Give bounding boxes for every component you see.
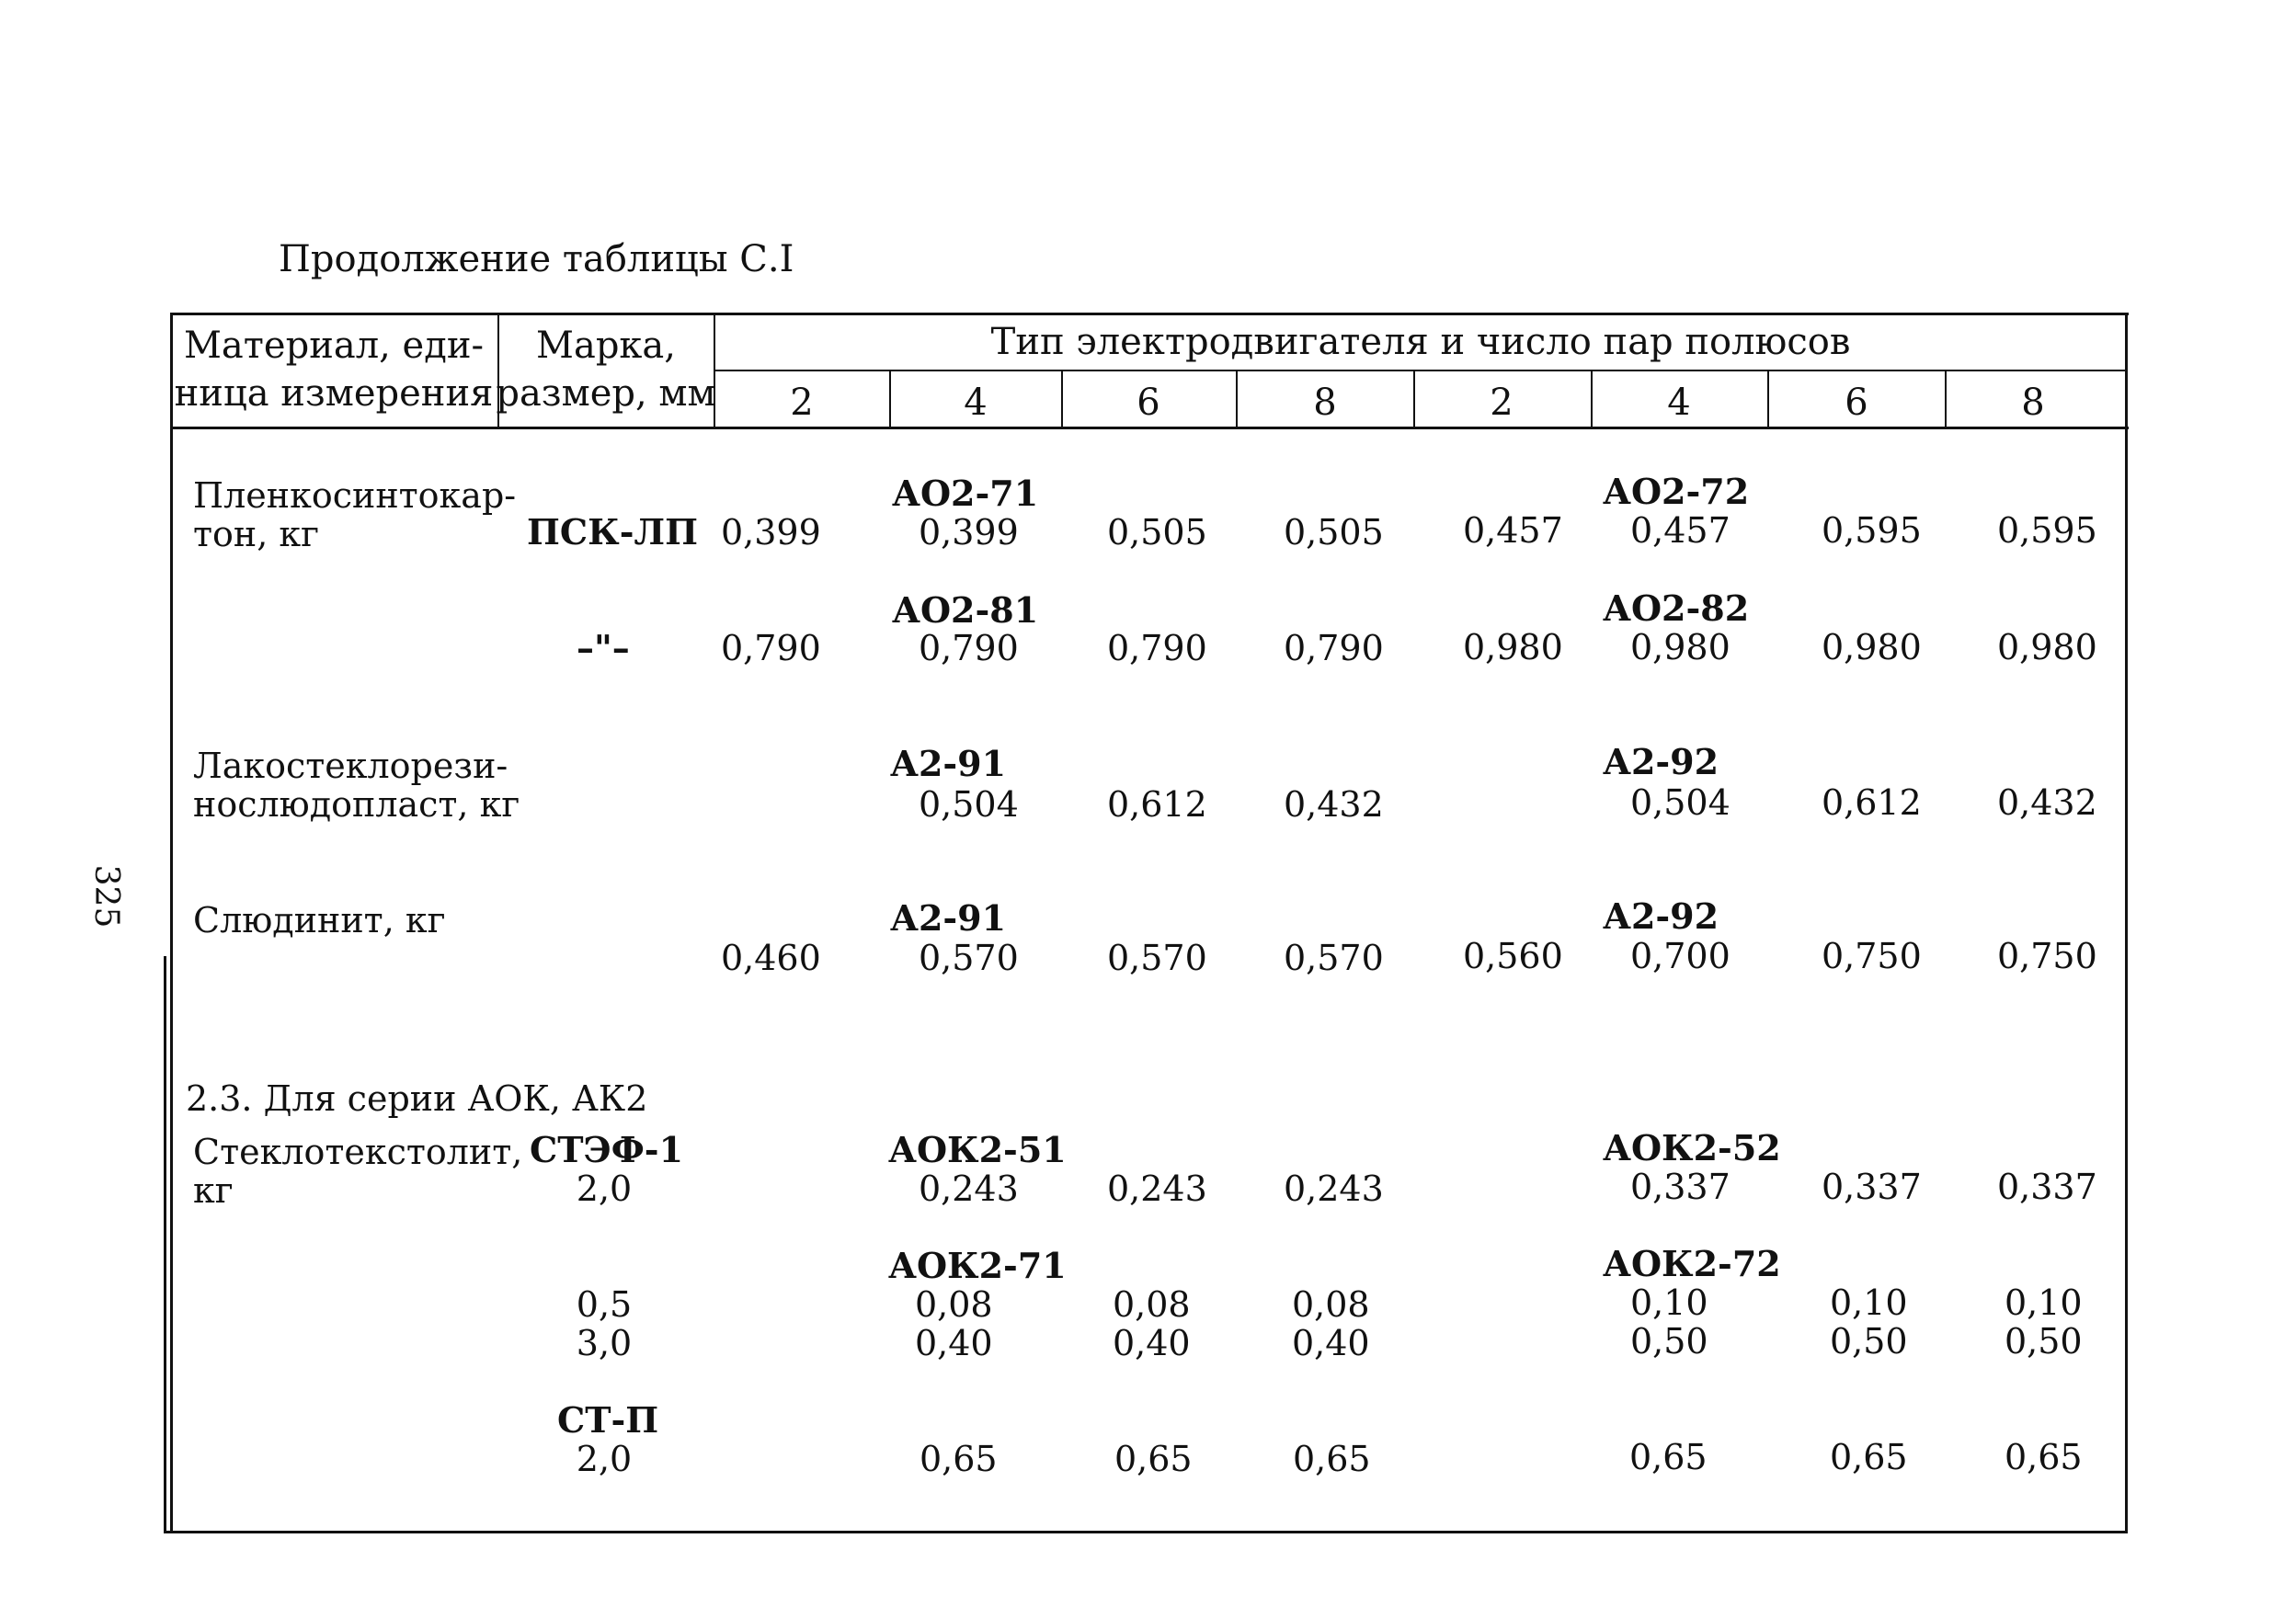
header-material-line1: Материал, еди- — [183, 325, 485, 367]
value-cell: 0,399 — [919, 512, 1019, 553]
value-cell: 0,65 — [1629, 1437, 1708, 1477]
value-cell: 0,504 — [919, 784, 1019, 825]
value-cell: 0,570 — [1284, 938, 1384, 978]
value-cell: 0,243 — [1284, 1168, 1384, 1209]
value-cell: 0,65 — [2005, 1437, 2083, 1477]
material-label: Пленкосинтокар- — [193, 475, 517, 516]
header-mid-rule — [714, 370, 2128, 371]
motor-type-label: АО2-82 — [1603, 587, 1750, 629]
header-pole-8a: 8 — [1313, 382, 1337, 424]
value-cell: 0,08 — [1292, 1284, 1370, 1325]
value-cell: 0,980 — [1822, 627, 1922, 667]
value-cell: 0,10 — [1830, 1282, 1908, 1323]
size-label: 0,5 — [576, 1284, 633, 1325]
value-cell: 0,700 — [1630, 936, 1731, 976]
table-caption: Продолжение таблицы С.I — [279, 238, 794, 280]
section-heading: 2.3. Для серии АОК, АК2 — [186, 1078, 648, 1119]
value-cell: 0,980 — [1997, 627, 2097, 667]
value-cell: 0,595 — [1822, 510, 1922, 551]
value-cell: 0,505 — [1107, 512, 1207, 553]
header-pole-2a: 2 — [790, 382, 814, 424]
header-motor-type: Тип электродвигателя и число пар полюсов — [990, 321, 1851, 363]
header-bottom-rule — [170, 427, 2129, 429]
mark-label: ПСК-ЛП — [527, 511, 698, 553]
motor-type-label: АОК2-52 — [1603, 1127, 1781, 1168]
header-divider-4 — [1061, 370, 1063, 428]
value-cell: 0,65 — [1114, 1439, 1193, 1479]
value-cell: 0,50 — [1830, 1321, 1908, 1362]
size-label: 2,0 — [576, 1439, 633, 1479]
value-cell: 0,243 — [919, 1168, 1019, 1209]
motor-type-label: АОК2-72 — [1603, 1243, 1781, 1284]
value-cell: 0,08 — [1113, 1284, 1191, 1325]
motor-type-label: А2-92 — [1603, 895, 1719, 937]
value-cell: 0,980 — [1630, 627, 1731, 667]
value-cell: 0,980 — [1463, 627, 1563, 667]
header-divider-7 — [1591, 370, 1593, 428]
size-label: 3,0 — [576, 1323, 633, 1363]
value-cell: 0,10 — [2005, 1282, 2083, 1323]
value-cell: 0,612 — [1822, 782, 1922, 823]
header-pole-2b: 2 — [1490, 382, 1514, 424]
value-cell: 0,750 — [1822, 936, 1922, 976]
header-divider-8 — [1767, 370, 1769, 428]
material-label: Лакостеклорези- — [193, 746, 508, 786]
header-divider-3 — [889, 370, 891, 428]
value-cell: 0,790 — [1284, 628, 1384, 668]
value-cell: 0,790 — [721, 628, 821, 668]
value-cell: 0,65 — [1830, 1437, 1908, 1477]
value-cell: 0,65 — [1293, 1439, 1371, 1479]
page-number: 325 — [87, 864, 125, 929]
value-cell: 0,337 — [1997, 1167, 2097, 1207]
mark-label: –"– — [577, 627, 630, 668]
header-pole-4a: 4 — [964, 382, 988, 424]
value-cell: 0,40 — [1113, 1323, 1191, 1363]
value-cell: 0,243 — [1107, 1168, 1207, 1209]
motor-type-label: АО2-72 — [1603, 471, 1750, 512]
mark-label: СТЭФ-1 — [530, 1129, 684, 1170]
value-cell: 0,612 — [1107, 784, 1207, 825]
material-label: кг — [193, 1170, 234, 1211]
value-cell: 0,08 — [915, 1284, 993, 1325]
motor-type-label: А2-91 — [890, 897, 1007, 939]
value-cell: 0,570 — [919, 938, 1019, 978]
header-pole-8b: 8 — [2021, 382, 2045, 424]
value-cell: 0,790 — [1107, 628, 1207, 668]
value-cell: 0,457 — [1463, 510, 1563, 551]
value-cell: 0,460 — [721, 938, 821, 978]
header-mark-line1: Марка, — [536, 325, 676, 367]
motor-type-label: АОК2-71 — [888, 1245, 1067, 1286]
value-cell: 0,560 — [1463, 936, 1563, 976]
value-cell: 0,504 — [1630, 782, 1731, 823]
value-cell: 0,10 — [1630, 1282, 1708, 1323]
value-cell: 0,790 — [919, 628, 1019, 668]
mark-label: СТ-П — [557, 1399, 659, 1441]
header-divider-5 — [1236, 370, 1238, 428]
value-cell: 0,399 — [721, 512, 821, 553]
table-border-left-lower — [164, 956, 166, 1533]
value-cell: 0,337 — [1822, 1167, 1922, 1207]
value-cell: 0,457 — [1630, 510, 1731, 551]
value-cell: 0,432 — [1284, 784, 1384, 825]
value-cell: 0,40 — [915, 1323, 993, 1363]
header-pole-6b: 6 — [1845, 382, 1868, 424]
size-label: 2,0 — [576, 1168, 633, 1209]
value-cell: 0,570 — [1107, 938, 1207, 978]
material-label: Слюдинит, кг — [193, 900, 446, 940]
header-divider-6 — [1413, 370, 1415, 428]
material-label: нослюдопласт, кг — [193, 784, 520, 825]
table-border-right — [2125, 313, 2128, 1533]
motor-type-label: АО2-81 — [892, 589, 1039, 631]
value-cell: 0,50 — [2005, 1321, 2083, 1362]
header-material-line2: ница измерения — [174, 372, 494, 415]
value-cell: 0,505 — [1284, 512, 1384, 553]
motor-type-label: А2-92 — [1603, 741, 1719, 782]
material-label: тон, кг — [193, 514, 320, 554]
motor-type-label: АО2-71 — [892, 473, 1039, 514]
header-divider-9 — [1945, 370, 1947, 428]
header-pole-4b: 4 — [1667, 382, 1691, 424]
table-border-top — [170, 313, 2129, 315]
value-cell: 0,432 — [1997, 782, 2097, 823]
value-cell: 0,337 — [1630, 1167, 1731, 1207]
table-border-left — [170, 313, 173, 1533]
header-pole-6a: 6 — [1137, 382, 1160, 424]
value-cell: 0,750 — [1997, 936, 2097, 976]
material-label: Стеклотекстолит, — [193, 1132, 523, 1172]
value-cell: 0,40 — [1292, 1323, 1370, 1363]
motor-type-label: А2-91 — [890, 743, 1007, 784]
header-mark-line2: размер, мм — [496, 372, 716, 415]
table-border-bottom — [164, 1531, 2128, 1533]
value-cell: 0,595 — [1997, 510, 2097, 551]
motor-type-label: АОК2-51 — [888, 1129, 1067, 1170]
value-cell: 0,50 — [1630, 1321, 1708, 1362]
value-cell: 0,65 — [920, 1439, 998, 1479]
